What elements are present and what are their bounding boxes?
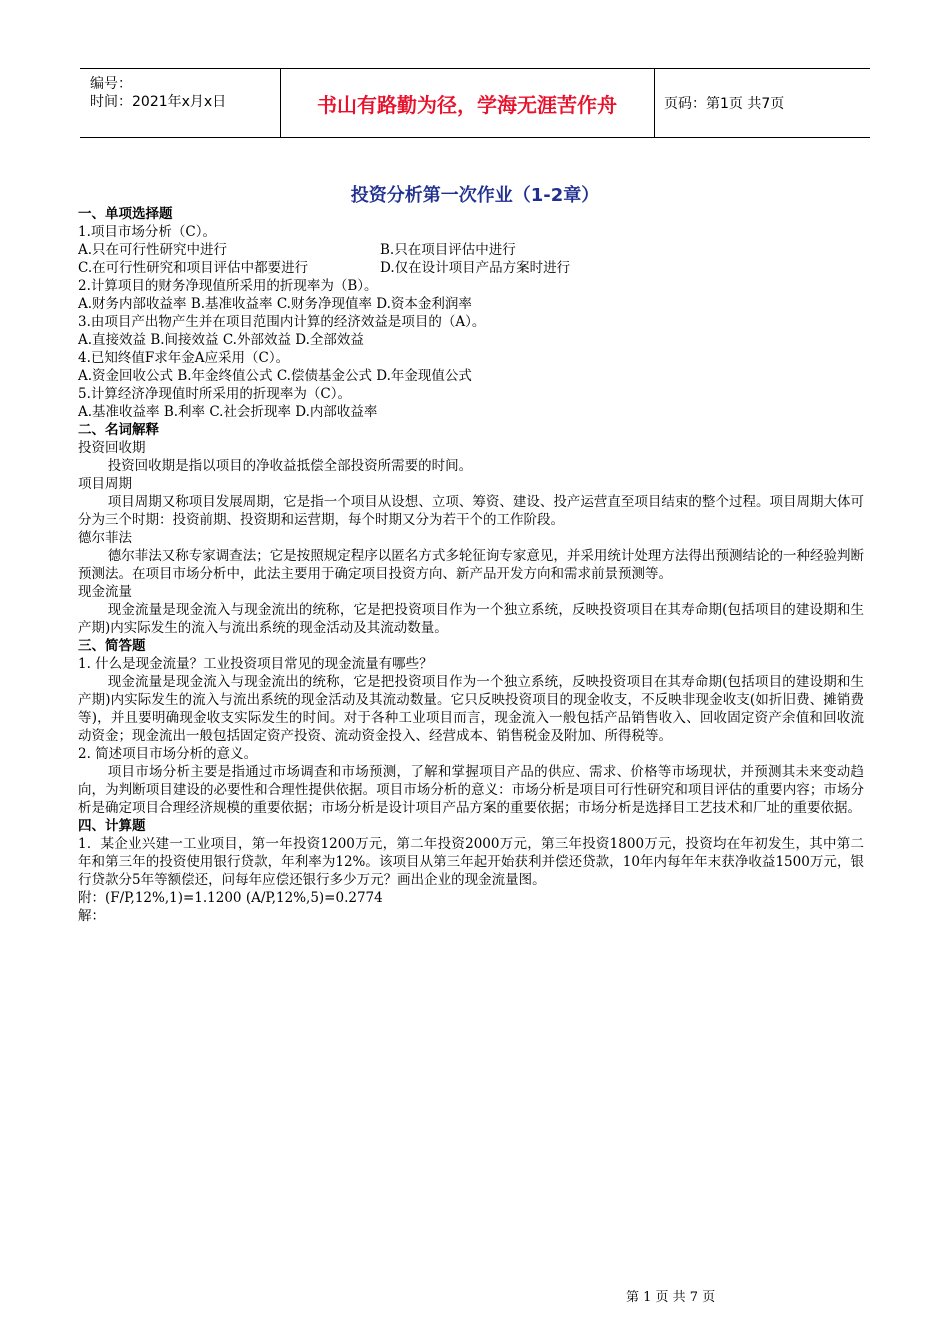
header-page-info: 页码：第1页 共7页 <box>664 96 785 112</box>
section-heading-choice: 一、单项选择题 <box>78 206 173 222</box>
document-body <box>78 205 864 925</box>
term-definition: 投资回收期是指以项目的净收益抵偿全部投资所需要的时间。 <box>107 458 473 474</box>
section-heading-terms: 二、名词解释 <box>78 422 159 438</box>
question-2: 2.计算项目的财务净现值所采用的折现率为（B）。 <box>78 278 378 294</box>
question-1-options-ab <box>78 241 864 259</box>
section-heading-short-answer: 三、简答题 <box>78 638 146 654</box>
term-definition: 现金流量是现金流入与现金流出的统称，它是把投资项目作为一个独立系统，反映投资项目在其寿命期(包括项目的建设期和生产期)内实际发生的流入与流出系统的现金活动及其流动数量。 <box>78 602 864 636</box>
number-label: 编号： <box>90 76 132 92</box>
term-title: 德尔菲法 <box>78 530 132 546</box>
short-question: 1. 什么是现金流量？工业投资项目常见的现金流量有哪些？ <box>78 656 433 672</box>
short-answer: 项目市场分析主要是指通过市场调查和市场预测，了解和掌握项目产品的供应、需求、价格等市场现状，并预测其未来变动趋向，为判断项目建设的必要性和合理性提供依据。项目市场分析的意义：市场分析是项目可行性研究和项目评估的重要内容；市场分析是确定项目合理经济规模的重要依据；市场分析是设计项目产品方案的重要依据；市场分析是选择目工艺技术和厂址的重要依据。 <box>78 764 864 816</box>
header-meta <box>80 69 281 137</box>
calculation-answer-label: 解： <box>78 908 105 924</box>
short-answer: 现金流量是现金流入与现金流出的统称，它是把投资项目作为一个独立系统，反映投资项目在其寿命期(包括项目的建设期和生产期)内实际发生的流入与流出系统的现金活动及其流动数量。它只反映投资项目的现金收支，不反映非现金收支(如折旧费、摊销费等)，并且要明确现金收支实际发生的时间。对于各种工业项目而言，现金流入一般包括产品销售收入、回收固定资产余值和回收流动资金；现金流出一般包括固定资产投资、流动资金投入、经营成本、销售税金及附加、所得税等。 <box>78 674 864 744</box>
question-2-options: A.财务内部收益率 B.基准收益率 C.财务净现值率 D.资本金利润率 <box>78 296 472 312</box>
question-1: 1.项目市场分析（C）。 <box>78 224 216 240</box>
question-5-options: A.基准收益率 B.利率 C.社会折现率 D.内部收益率 <box>78 404 378 420</box>
document-title: 投资分析第一次作业（1-2章） <box>350 185 600 206</box>
question-3-options: A.直接效益 B.间接效益 C.外部效益 D.全部效益 <box>78 332 364 348</box>
term-definition: 德尔菲法又称专家调查法；它是按照规定程序以匿名方式多轮征询专家意见，并采用统计处理方法得出预测结论的一种经验判断预测法。在项目市场分析中，此法主要用于确定项目投资方向、新产品开发方向和需求前景预测等。 <box>78 548 864 582</box>
date-label: 时间：2021年x月x日 <box>90 94 227 110</box>
term-title: 现金流量 <box>78 584 132 600</box>
option-d: D.仅在设计项目产品方案时进行 <box>380 260 571 276</box>
question-5: 5.计算经济净现值时所采用的折现率为（C）。 <box>78 386 351 402</box>
page-header <box>80 68 870 138</box>
question-4-options: A.资金回收公式 B.年金终值公式 C.偿债基金公式 D.年金现值公式 <box>78 368 472 384</box>
short-question: 2. 简述项目市场分析的意义。 <box>78 746 258 762</box>
question-4: 4.已知终值F求年金A应采用（C）。 <box>78 350 290 366</box>
question-3: 3.由项目产出物产生并在项目范围内计算的经济效益是项目的（A）。 <box>78 314 486 330</box>
term-definition: 项目周期又称项目发展周期，它是指一个项目从设想、立项、筹资、建设、投产运营直至项目结束的整个过程。项目周期大体可分为三个时期：投资前期、投资期和运营期，每个时期又分为若干个的工作阶段。 <box>78 494 864 528</box>
section-heading-calculation: 四、计算题 <box>78 818 146 834</box>
option-b: B.只在项目评估中进行 <box>380 242 516 258</box>
option-c: C.在可行性研究和项目评估中都要进行 <box>78 260 309 276</box>
calculation-appendix: 附：(F/P,12%,1)=1.1200 (A/P,12%,5)=0.2774 <box>78 890 383 906</box>
term-title: 投资回收期 <box>78 440 146 456</box>
question-1-options-cd <box>78 259 864 277</box>
option-a: A.只在可行性研究中进行 <box>78 242 228 258</box>
calculation-question: 1．某企业兴建一工业项目，第一年投资1200万元，第二年投资2000万元，第三年投资1800万元，投资均在年初发生，其中第二年和第三年的投资使用银行贷款，年利率为12%。该项目从第三年起开始获利并偿还贷款，10年内每年年末获净收益1500万元，银行贷款分5年等额偿还，问每年应偿还银行多少万元？画出企业的现金流量图。 <box>78 836 864 888</box>
page-footer: 第 1 页 共 7 页 <box>626 1290 716 1305</box>
term-title: 项目周期 <box>78 476 132 492</box>
header-motto: 书山有路勤为径，学海无涯苦作舟 <box>280 69 655 137</box>
